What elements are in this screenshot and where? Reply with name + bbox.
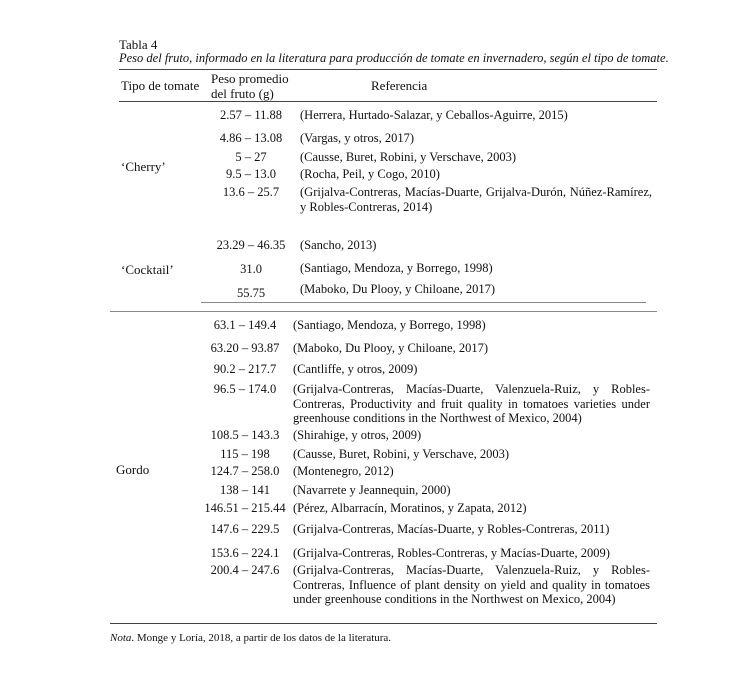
weight-cell: 153.6 – 224.1 <box>210 546 280 560</box>
reference-cell: (Sancho, 2013) <box>300 238 377 252</box>
weight-cell: 138 – 141 <box>220 483 270 497</box>
weight-cell: 23.29 – 46.35 <box>216 238 286 252</box>
weight-cell: 2.57 – 11.88 <box>219 108 283 122</box>
top-rule <box>119 69 657 70</box>
reference-cell: (Causse, Buret, Robini, y Verschave, 2003) <box>300 150 517 164</box>
weight-cell: 9.5 – 13.0 <box>226 167 276 181</box>
weight-cell: 115 – 198 <box>220 447 270 461</box>
bottom-rule <box>110 623 657 624</box>
note-label: Nota <box>110 632 132 644</box>
reference-cell: (Grijalva-Contreras, Macías-Duarte, Valenzuela-Ruiz, y Robles-Contreras, Influence of plant density on yield and quality in tomatoes under greenhouse conditions in the Northwest on Mexico, 2004) <box>293 563 650 606</box>
weight-cell: 147.6 – 229.5 <box>210 522 280 536</box>
weight-cell: 4.86 – 13.08 <box>219 131 283 145</box>
table-label: Tabla 4 <box>119 37 158 52</box>
reference-cell: (Maboko, Du Plooy, y Chiloane, 2017) <box>293 341 489 355</box>
weight-cell: 63.1 – 149.4 <box>213 318 277 332</box>
weight-cell: 108.5 – 143.3 <box>210 428 280 442</box>
table-caption: Peso del fruto, informado en la literatura para producción de tomate en invernadero, según el tipo de tomate. <box>119 51 669 65</box>
note-text: . Monge y Loría, 2018, a partir de los datos de la literatura. <box>131 632 392 644</box>
weight-cell: 90.2 – 217.7 <box>213 362 277 376</box>
group-separator <box>110 311 657 312</box>
reference-cell: (Grijalva-Contreras, Robles-Contreras, y Macías-Duarte, 2009) <box>293 546 610 560</box>
weight-cell: 146.51 – 215.44 <box>204 501 286 515</box>
reference-cell: (Navarrete y Jeannequin, 2000) <box>293 483 451 497</box>
reference-cell: (Santiago, Mendoza, y Borrego, 1998) <box>293 318 486 332</box>
group-separator <box>201 302 646 303</box>
reference-cell: (Grijalva-Contreras, Macías-Duarte, Valenzuela-Ruiz, y Robles-Contreras, Productivity and fruit quality in tomatoes varieties under greenhouse conditions in the Northwest of Mexico, 2004) <box>293 382 650 425</box>
header-weight-line1: Peso promedio <box>211 71 289 86</box>
table-note <box>110 631 391 645</box>
reference-cell: (Santiago, Mendoza, y Borrego, 1998) <box>300 261 493 275</box>
header-weight-line2: del fruto (g) <box>211 86 274 101</box>
reference-cell: (Montenegro, 2012) <box>293 464 394 478</box>
reference-cell: (Shirahige, y otros, 2009) <box>293 428 422 442</box>
reference-cell: (Rocha, Peil, y Cogo, 2010) <box>300 167 440 181</box>
reference-cell: (Vargas, y otros, 2017) <box>300 131 414 145</box>
group-type-cherry: ‘Cherry’ <box>121 159 166 174</box>
weight-cell: 5 – 27 <box>235 150 267 164</box>
reference-cell: (Causse, Buret, Robini, y Verschave, 2003) <box>293 447 510 461</box>
reference-cell: (Maboko, Du Plooy, y Chiloane, 2017) <box>300 282 496 296</box>
weight-cell: 96.5 – 174.0 <box>213 382 277 396</box>
reference-cell: (Herrera, Hurtado-Salazar, y Ceballos-Aguirre, 2015) <box>300 108 568 122</box>
reference-cell: (Cantliffe, y otros, 2009) <box>293 362 418 376</box>
header-rule <box>119 101 657 102</box>
header-type: Tipo de tomate <box>121 78 200 93</box>
weight-cell: 55.75 <box>236 286 266 300</box>
group-type-gordo: Gordo <box>116 462 150 477</box>
reference-cell: (Pérez, Albarracín, Moratinos, y Zapata, 2012) <box>293 501 527 515</box>
reference-cell: (Grijalva-Contreras, Macías-Duarte, Grijalva-Durón, Núñez-Ramírez, y Robles-Contreras, 2014) <box>300 185 652 214</box>
weight-cell: 63.20 – 93.87 <box>210 341 280 355</box>
group-type-cocktail: ‘Cocktail’ <box>121 262 174 277</box>
weight-cell: 124.7 – 258.0 <box>210 464 280 478</box>
reference-cell: (Grijalva-Contreras, Macías-Duarte, y Robles-Contreras, 2011) <box>293 522 610 536</box>
header-reference: Referencia <box>371 78 428 93</box>
weight-cell: 31.0 <box>240 262 262 276</box>
weight-cell: 13.6 – 25.7 <box>222 185 280 199</box>
weight-cell: 200.4 – 247.6 <box>210 563 280 577</box>
